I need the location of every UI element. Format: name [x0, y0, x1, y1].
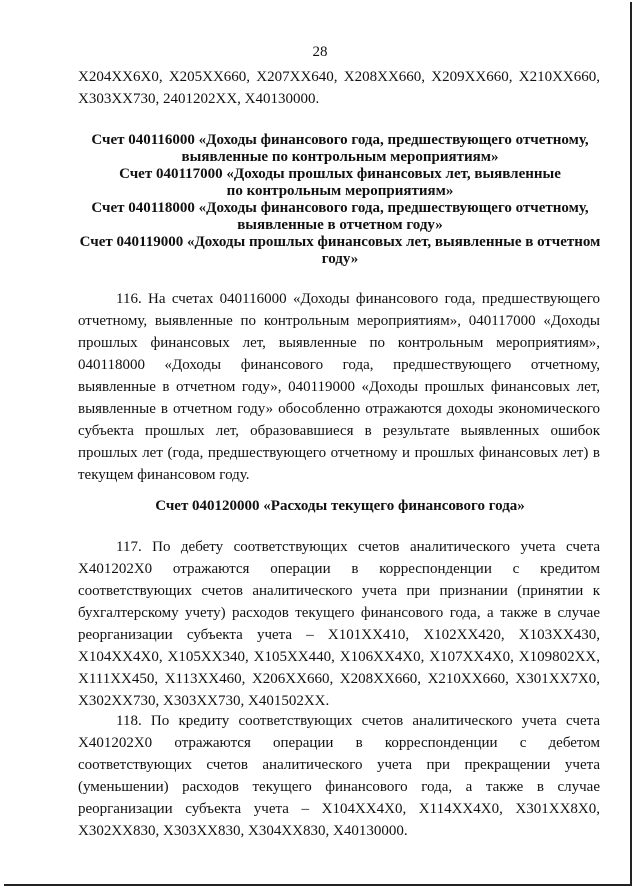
paragraph-118: 118. По кредиту соответствующих счетов аналитического учета счета X401202X0 отражаются операции в корреспонденции с дебетом соответствующих счетов аналитического учета при прекращении учета (уменьшении) расходов текущего финансового года, а также в случае реорганизации субъекта учета – X104XX4X0, X114XX4X0, X301XX8X0, X302XX830, X303XX830, X304XX830, X40130000. — [78, 713, 600, 839]
heading-line: Счет 040119000 «Доходы прошлых финансовых лет, выявленные в отчетном — [79, 234, 601, 250]
heading-line: Счет 040116000 «Доходы финансового года, предшествующего отчетному, — [91, 132, 589, 148]
heading-line: выявленные по контрольным мероприятиям» — [181, 149, 499, 165]
heading-2: Счет 040120000 «Расходы текущего финансового года» — [155, 498, 525, 514]
heading-line: Счет 040118000 «Доходы финансового года, предшествующего отчетному, — [91, 200, 589, 216]
heading-line: выявленные в отчетном году» — [237, 217, 443, 233]
page-number: 28 — [312, 44, 328, 60]
paragraph-116: 116. На счетах 040116000 «Доходы финансового года, предшествующего отчетному, выявленные по контрольным мероприятиям», 040117000 «Доходы прошлых финансовых лет, выявленные по контрольным мероприятиям», 040118000 «Доходы финансового года, предшествующего отчетному, выявленные в отчетном году», 040119000 «Доходы прошлых финансовых лет, выявленные в отчетном году» обособленно отражаются доходы экономического субъекта прошлых лет, образовавшиеся в результате выявленных ошибок прошлых лет (года, предшествующего отчетному и прошлых финансовых лет) в текущем финансовом году. — [78, 291, 600, 483]
paragraph-117: 117. По дебету соответствующих счетов аналитического учета счета X401202X0 отражаются операции в корреспонденции с кредитом соответствующих счетов аналитического учета при признании (принятии к бухгалтерскому учету) расходов текущего финансового года, а также в случае реорганизации субъекта учета – X101XX410, X102XX420, X103XX430, X104XX4X0, X105XX340, X105XX440, X106XX4X0, X107XX4X0, X109802XX, X111XX450, X113XX460, X206XX660, X208XX660, X210XX660, X301XX7X0, X302XX730, X303XX730, X401502XX. — [78, 539, 600, 709]
heading-line: Счет 040117000 «Доходы прошлых финансовых лет, выявленные — [119, 166, 561, 182]
heading-line: году» — [321, 251, 359, 267]
intro-text: X204XX6X0, X205XX660, X207XX640, X208XX660, X209XX660, X210XX660, X303XX730, 2401202XX, X40130000. — [78, 69, 600, 107]
heading-group-1 — [60, 132, 620, 268]
heading-line: по контрольным мероприятиям» — [226, 183, 454, 199]
